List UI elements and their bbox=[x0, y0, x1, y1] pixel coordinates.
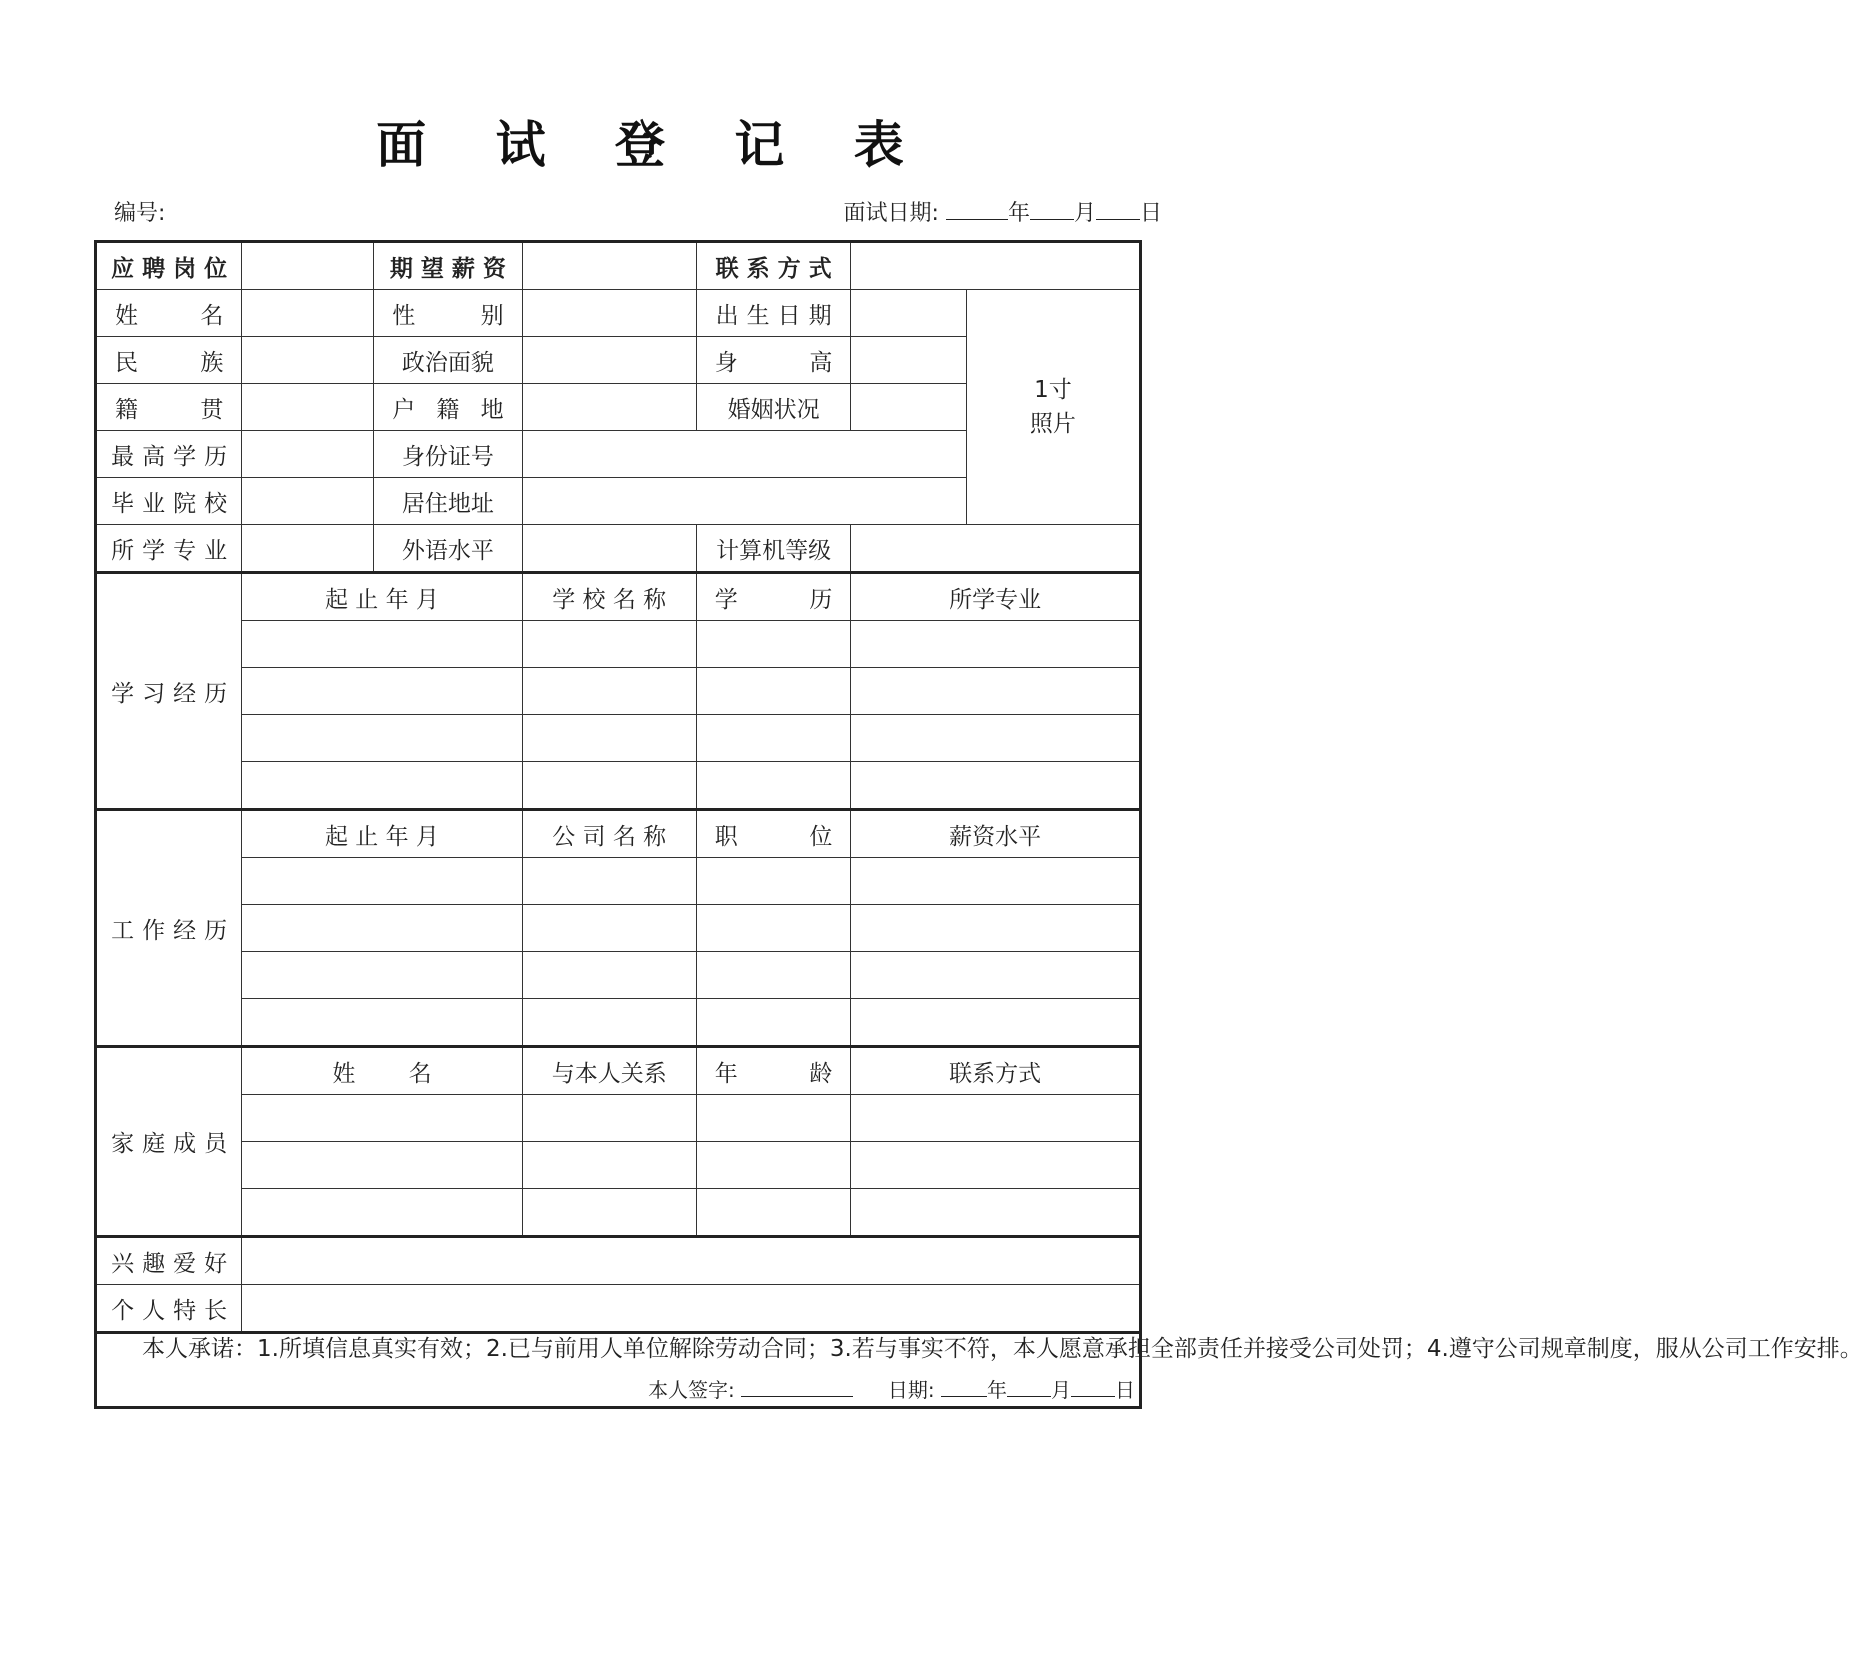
study-cell-major[interactable] bbox=[851, 668, 1141, 715]
work-row bbox=[96, 999, 1141, 1047]
field-height[interactable] bbox=[851, 337, 966, 384]
label-household-char2: 籍 bbox=[436, 396, 460, 423]
study-header-degree-char2: 历 bbox=[809, 586, 833, 613]
work-header-position bbox=[696, 810, 851, 858]
sign-year-label: 年 bbox=[987, 1378, 1007, 1402]
label-name-char2: 名 bbox=[200, 302, 224, 329]
study-row bbox=[96, 715, 1141, 762]
label-birth-date: 出生日期 bbox=[696, 290, 851, 337]
signature-line bbox=[97, 1375, 1139, 1406]
label-hobbies: 兴趣爱好 bbox=[96, 1237, 242, 1285]
family-header-name-char1: 姓 bbox=[332, 1060, 356, 1087]
work-header-company: 公 司 名 称 bbox=[522, 810, 696, 858]
study-cell-degree[interactable] bbox=[696, 668, 851, 715]
pledge-box bbox=[96, 1333, 1863, 1408]
study-cell-major[interactable] bbox=[851, 621, 1141, 668]
family-header-age-char2: 龄 bbox=[809, 1060, 833, 1087]
label-salary: 期望薪资 bbox=[374, 242, 522, 290]
study-row bbox=[96, 668, 1141, 715]
work-row bbox=[96, 905, 1141, 952]
field-household[interactable] bbox=[522, 384, 696, 431]
sign-day-label: 日 bbox=[1115, 1378, 1135, 1402]
photo-size-label: 1寸 bbox=[1034, 377, 1072, 403]
family-cell-relation[interactable] bbox=[522, 1142, 696, 1189]
work-header-position-char2: 位 bbox=[809, 823, 833, 850]
label-contact: 联系方式 bbox=[696, 242, 851, 290]
work-header-position-char1: 职 bbox=[714, 823, 738, 850]
work-cell-position[interactable] bbox=[696, 952, 851, 999]
day-blank[interactable] bbox=[1096, 199, 1140, 220]
label-ethnicity-char1: 民 bbox=[115, 349, 138, 376]
study-header-degree-char1: 学 bbox=[714, 586, 738, 613]
family-cell-contact[interactable] bbox=[851, 1142, 1141, 1189]
family-cell-age[interactable] bbox=[696, 1189, 851, 1237]
label-marital-status: 婚姻状况 bbox=[696, 384, 851, 431]
label-ethnicity-char2: 族 bbox=[200, 349, 224, 376]
family-cell-age[interactable] bbox=[696, 1142, 851, 1189]
sign-year-blank[interactable] bbox=[941, 1378, 987, 1397]
field-marital-status[interactable] bbox=[851, 384, 966, 431]
family-cell-age[interactable] bbox=[696, 1095, 851, 1142]
work-cell-position[interactable] bbox=[696, 999, 851, 1047]
sign-month-blank[interactable] bbox=[1007, 1378, 1051, 1397]
work-header-salary: 薪资水平 bbox=[851, 810, 1141, 858]
work-cell-company[interactable] bbox=[522, 905, 696, 952]
label-household bbox=[374, 384, 522, 431]
study-row bbox=[96, 762, 1141, 810]
label-name bbox=[96, 290, 242, 337]
label-household-char1: 户 bbox=[392, 396, 416, 423]
serial-number-label: 编号: bbox=[114, 201, 166, 226]
section-study-label: 学习经历 bbox=[96, 573, 242, 810]
field-political-status[interactable] bbox=[522, 337, 696, 384]
work-cell-salary[interactable] bbox=[851, 858, 1141, 905]
section-family-label: 家庭成员 bbox=[96, 1047, 242, 1237]
month-blank[interactable] bbox=[1030, 199, 1074, 220]
label-language-level: 外语水平 bbox=[374, 525, 522, 573]
field-gender[interactable] bbox=[522, 290, 696, 337]
field-name[interactable] bbox=[242, 290, 374, 337]
label-native-place bbox=[96, 384, 242, 431]
field-address[interactable] bbox=[522, 478, 966, 525]
photo-label: 照片 bbox=[1029, 411, 1076, 437]
label-id-number: 身份证号 bbox=[374, 431, 522, 478]
work-cell-company[interactable] bbox=[522, 999, 696, 1047]
label-height bbox=[696, 337, 851, 384]
work-cell-salary[interactable] bbox=[851, 999, 1141, 1047]
field-contact[interactable] bbox=[851, 242, 1141, 290]
field-ethnicity[interactable] bbox=[242, 337, 374, 384]
study-row bbox=[96, 621, 1141, 668]
interview-date-label: 面试日期: bbox=[843, 201, 939, 226]
label-political-status: 政治面貌 bbox=[374, 337, 522, 384]
family-cell-contact[interactable] bbox=[851, 1189, 1141, 1237]
study-header-period: 起 止 年 月 bbox=[242, 573, 522, 621]
study-header-major: 所学专业 bbox=[851, 573, 1141, 621]
section-work-label: 工作经历 bbox=[96, 810, 242, 1047]
label-native-char2: 贯 bbox=[200, 396, 224, 423]
label-height-char2: 高 bbox=[809, 349, 833, 376]
sign-date-label: 日期: bbox=[887, 1378, 935, 1402]
field-strengths[interactable] bbox=[242, 1285, 1141, 1333]
family-header-age bbox=[696, 1047, 851, 1095]
family-row bbox=[96, 1095, 1141, 1142]
month-label: 月 bbox=[1073, 201, 1096, 226]
study-cell-major[interactable] bbox=[851, 762, 1141, 810]
study-cell-school[interactable] bbox=[522, 715, 696, 762]
label-gender-char1: 性 bbox=[392, 302, 416, 329]
work-cell-period[interactable] bbox=[242, 952, 522, 999]
study-cell-major[interactable] bbox=[851, 715, 1141, 762]
label-gender-char2: 别 bbox=[480, 302, 504, 329]
work-cell-salary[interactable] bbox=[851, 905, 1141, 952]
field-graduate-school[interactable] bbox=[242, 478, 374, 525]
pledge-text: 本人承诺：1.所填信息真实有效；2.已与前用人单位解除劳动合同；3.若与事实不符，本人愿意承担全部责任并接受公司处罚；4.遵守公司规章制度，服从公司工作安排。 bbox=[142, 1336, 1863, 1362]
study-cell-degree[interactable] bbox=[696, 715, 851, 762]
field-birth-date[interactable] bbox=[851, 290, 966, 337]
field-computer-level[interactable] bbox=[851, 525, 1141, 573]
family-cell-contact[interactable] bbox=[851, 1095, 1141, 1142]
study-cell-degree[interactable] bbox=[696, 762, 851, 810]
interview-registration-table bbox=[94, 240, 1863, 1409]
sign-day-blank[interactable] bbox=[1071, 1378, 1115, 1397]
family-row bbox=[96, 1189, 1141, 1237]
study-cell-school[interactable] bbox=[522, 668, 696, 715]
study-cell-degree[interactable] bbox=[696, 621, 851, 668]
field-salary[interactable] bbox=[522, 242, 696, 290]
family-cell-name[interactable] bbox=[242, 1095, 522, 1142]
study-cell-school[interactable] bbox=[522, 621, 696, 668]
family-header-age-char1: 年 bbox=[714, 1060, 738, 1087]
family-cell-relation[interactable] bbox=[522, 1189, 696, 1237]
work-cell-position[interactable] bbox=[696, 858, 851, 905]
label-address: 居住地址 bbox=[374, 478, 522, 525]
study-cell-period[interactable] bbox=[242, 668, 522, 715]
field-id-number[interactable] bbox=[522, 431, 966, 478]
family-cell-name[interactable] bbox=[242, 1189, 522, 1237]
label-gender bbox=[374, 290, 522, 337]
label-strengths: 个人特长 bbox=[96, 1285, 242, 1333]
field-native-place[interactable] bbox=[242, 384, 374, 431]
label-computer-level: 计算机等级 bbox=[696, 525, 851, 573]
field-hobbies[interactable] bbox=[242, 1237, 1141, 1285]
study-header-school: 学 校 名 称 bbox=[522, 573, 696, 621]
study-cell-period[interactable] bbox=[242, 762, 522, 810]
label-graduate-school: 毕业院校 bbox=[96, 478, 242, 525]
family-cell-name[interactable] bbox=[242, 1142, 522, 1189]
work-cell-period[interactable] bbox=[242, 858, 522, 905]
label-household-char3: 地 bbox=[480, 396, 504, 423]
work-header-period: 起 止 年 月 bbox=[242, 810, 522, 858]
year-label: 年 bbox=[1007, 201, 1030, 226]
label-native-char1: 籍 bbox=[115, 396, 138, 423]
day-label: 日 bbox=[1139, 201, 1162, 226]
family-row bbox=[96, 1142, 1141, 1189]
work-cell-period[interactable] bbox=[242, 905, 522, 952]
work-cell-company[interactable] bbox=[522, 952, 696, 999]
year-blank[interactable] bbox=[946, 199, 1008, 220]
study-cell-period[interactable] bbox=[242, 715, 522, 762]
signature-label: 本人签字: bbox=[648, 1378, 735, 1402]
label-major: 所学专业 bbox=[96, 525, 242, 573]
work-cell-company[interactable] bbox=[522, 858, 696, 905]
label-height-char1: 身 bbox=[714, 349, 738, 376]
label-education: 最高学历 bbox=[96, 431, 242, 478]
field-language-level[interactable] bbox=[522, 525, 696, 573]
photo-box[interactable] bbox=[966, 290, 1140, 525]
interview-date bbox=[844, 196, 1162, 227]
work-row bbox=[96, 952, 1141, 999]
field-major[interactable] bbox=[242, 525, 374, 573]
field-position[interactable] bbox=[242, 242, 374, 290]
signature-blank[interactable] bbox=[741, 1378, 853, 1397]
field-education[interactable] bbox=[242, 431, 374, 478]
work-row bbox=[96, 858, 1141, 905]
family-header-relation: 与本人关系 bbox=[522, 1047, 696, 1095]
family-header-contact: 联系方式 bbox=[851, 1047, 1141, 1095]
work-cell-salary[interactable] bbox=[851, 952, 1141, 999]
study-header-degree bbox=[696, 573, 851, 621]
study-cell-period[interactable] bbox=[242, 621, 522, 668]
sign-month-label: 月 bbox=[1051, 1378, 1071, 1402]
work-cell-period[interactable] bbox=[242, 999, 522, 1047]
work-cell-position[interactable] bbox=[696, 905, 851, 952]
family-header-name-char2: 名 bbox=[408, 1060, 432, 1087]
family-header-name bbox=[242, 1047, 522, 1095]
label-ethnicity bbox=[96, 337, 242, 384]
family-cell-relation[interactable] bbox=[522, 1095, 696, 1142]
label-position: 应聘岗位 bbox=[96, 242, 242, 290]
form-title: 面 试 登 记 表 bbox=[376, 116, 930, 174]
study-cell-school[interactable] bbox=[522, 762, 696, 810]
label-name-char1: 姓 bbox=[115, 302, 138, 329]
